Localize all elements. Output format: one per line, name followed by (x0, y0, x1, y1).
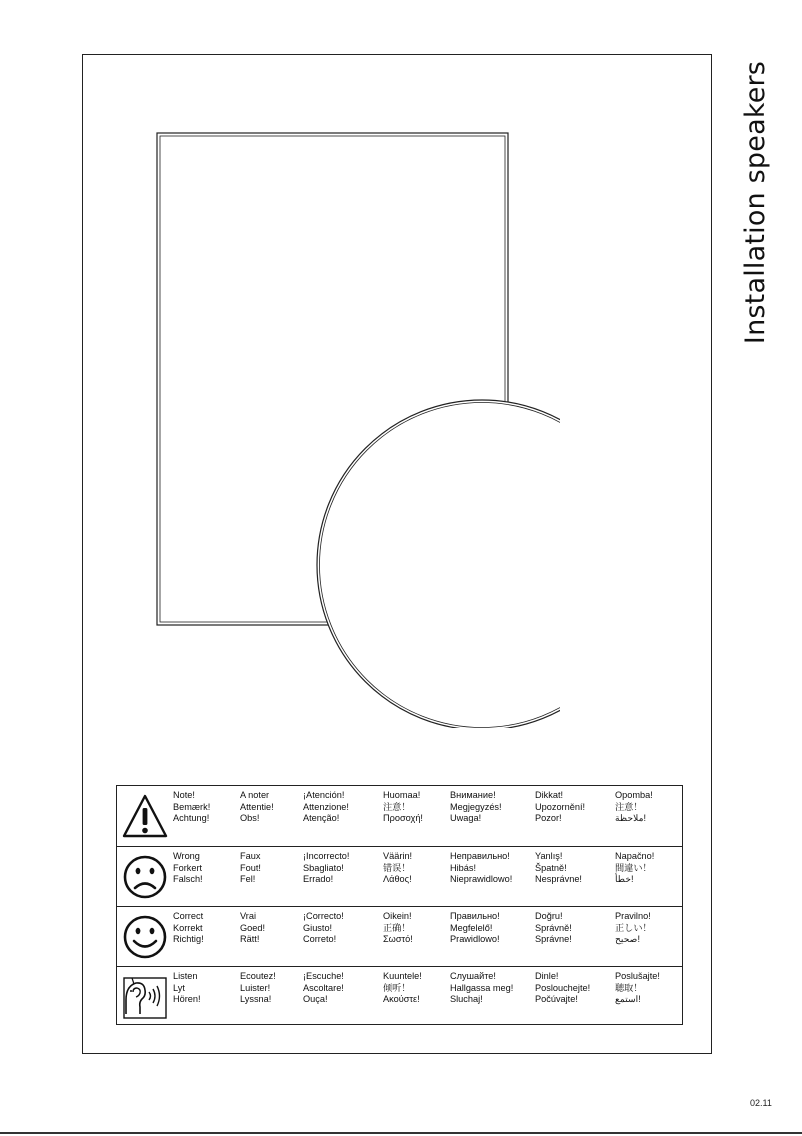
notice-row-listen (117, 966, 682, 1027)
notice-word: 错误！ (383, 862, 411, 873)
notice-word: 注意！ (383, 801, 411, 812)
notice-cell (450, 851, 512, 886)
speaker-panel-outline (157, 133, 508, 625)
notice-word: Upozornění! (535, 801, 586, 812)
notice-cell (173, 851, 203, 886)
notice-word: ¡Incorrecto! (303, 851, 350, 861)
notice-word: Napačno! (615, 851, 655, 861)
sad-face-icon (120, 852, 170, 902)
notice-word: Pozor! (535, 813, 562, 824)
notice-word: Obs! (240, 813, 260, 824)
notice-word: Korrekt (173, 922, 203, 933)
notice-word: Opomba! (615, 790, 653, 800)
page-title-container (738, 56, 774, 348)
notice-cell (383, 790, 423, 825)
bottom-rule (0, 1132, 802, 1134)
notice-cell (303, 971, 344, 1006)
notice-cell (240, 971, 276, 1006)
notice-word: Uwaga! (450, 813, 482, 824)
notice-word: Oikein! (383, 911, 412, 921)
notice-row-correct (117, 906, 682, 967)
notice-cell (303, 851, 349, 886)
notice-word: ¡Atención! (303, 790, 345, 800)
notice-word: Faux (240, 851, 261, 861)
notice-word: Správně! (535, 922, 572, 933)
notice-cell (615, 971, 660, 1006)
notice-word: Ascoltare! (303, 982, 344, 993)
notice-word: 注意！ (615, 801, 643, 812)
notice-word: Megfelelő! (450, 922, 493, 933)
notice-word: Správne! (535, 934, 572, 945)
document-code: 02.11 (750, 1098, 772, 1108)
listening-ear-icon (120, 972, 170, 1022)
notice-row-wrong (117, 846, 682, 907)
notice-cell (383, 971, 422, 1006)
notice-cell (615, 911, 652, 946)
notice-word: Yanlış! (535, 851, 563, 861)
notice-cell (535, 790, 585, 825)
notice-word: Σωστό! (383, 934, 413, 945)
notice-word: Richtig! (173, 934, 204, 945)
notice-word: استمع! (615, 994, 641, 1005)
notice-word: Sluchaj! (450, 994, 483, 1005)
notice-word: Poslušajte! (615, 971, 660, 981)
notice-word: Hibás! (450, 862, 477, 873)
notice-cell (303, 911, 344, 946)
notice-cell (535, 971, 590, 1006)
notice-word: Forkert (173, 862, 203, 873)
warning-triangle-icon (120, 791, 170, 841)
notice-word: A noter (240, 790, 270, 800)
notice-word: Dikkat! (535, 790, 564, 800)
notice-cell (450, 790, 502, 825)
notice-word: Lyt (173, 982, 185, 993)
notice-word: Rätt! (240, 934, 260, 945)
notice-cell (450, 971, 513, 1006)
notice-cell (173, 971, 201, 1006)
page-title: Installation speakers (740, 60, 772, 344)
notice-word: Wrong (173, 851, 200, 861)
notice-word: ¡Escuche! (303, 971, 344, 981)
notice-word: Kuuntele! (383, 971, 422, 981)
notice-word: ¡Correcto! (303, 911, 344, 921)
notice-cell (615, 851, 654, 886)
notice-word: Hallgassa meg! (450, 982, 514, 993)
notice-cell (303, 790, 349, 825)
notice-word: Λάθος! (383, 874, 412, 885)
round-speaker-outline (317, 400, 560, 728)
notice-word: Počúvajte! (535, 994, 578, 1005)
notice-word: Note! (173, 790, 195, 800)
notice-word: Ακούστε! (383, 994, 420, 1005)
notice-word: صحيح! (615, 934, 640, 945)
notice-word: Luister! (240, 982, 271, 993)
notice-word: Doğru! (535, 911, 563, 921)
notice-word: Poslouchejte! (535, 982, 591, 993)
notice-word: Bemærk! (173, 801, 211, 812)
notice-word: Correct (173, 911, 204, 921)
notice-word: Fout! (240, 862, 261, 873)
notice-cell (535, 911, 572, 946)
notice-cell (240, 851, 261, 886)
notice-word: Atenção! (303, 813, 340, 824)
notice-word: ملاحظة! (615, 813, 647, 824)
multilingual-notice-table (116, 785, 683, 1025)
notice-word: Ecoutez! (240, 971, 276, 981)
notice-word: Lyssna! (240, 994, 272, 1005)
notice-word: 倾听！ (383, 982, 411, 993)
notice-word: Špatně! (535, 862, 567, 873)
notice-word: Megjegyzés! (450, 801, 502, 812)
notice-word: Huomaa! (383, 790, 421, 800)
notice-word: Vrai (240, 911, 256, 921)
notice-row-note (117, 786, 682, 846)
notice-word: Giusto! (303, 922, 333, 933)
notice-word: Väärin! (383, 851, 413, 861)
notice-cell (173, 911, 204, 946)
notice-word: Falsch! (173, 874, 203, 885)
notice-word: Listen (173, 971, 198, 981)
notice-cell (240, 790, 274, 825)
notice-word: Sbagliato! (303, 862, 344, 873)
notice-word: 正确！ (383, 922, 411, 933)
notice-word: Правильно! (450, 911, 500, 921)
notice-cell (535, 851, 582, 886)
notice-word: Ouça! (303, 994, 328, 1005)
notice-word: Errado! (303, 874, 334, 885)
notice-cell (173, 790, 210, 825)
notice-word: Nieprawidlowo! (450, 874, 513, 885)
notice-word: Fel! (240, 874, 256, 885)
notice-cell (383, 911, 413, 946)
notice-word: Attenzione! (303, 801, 349, 812)
happy-face-icon (120, 912, 170, 962)
notice-word: Неправильно! (450, 851, 510, 861)
notice-word: 正しい！ (615, 922, 652, 933)
notice-word: Nesprávne! (535, 874, 582, 885)
notice-word: Correto! (303, 934, 337, 945)
notice-word: Goed! (240, 922, 266, 933)
notice-word: 間違い！ (615, 862, 652, 873)
notice-word: Слушайте! (450, 971, 496, 981)
notice-cell (240, 911, 265, 946)
notice-cell (615, 790, 653, 825)
notice-word: Hören! (173, 994, 201, 1005)
notice-word: Achtung! (173, 813, 210, 824)
notice-word: Pravilno! (615, 911, 651, 921)
notice-word: Προσοχή! (383, 813, 423, 824)
notice-cell (383, 851, 412, 886)
notice-word: 聴取！ (615, 982, 643, 993)
speaker-illustration (150, 128, 560, 728)
notice-word: Dinle! (535, 971, 559, 981)
notice-word: Prawidlowo! (450, 934, 500, 945)
notice-word: Attentie! (240, 801, 274, 812)
notice-cell (450, 911, 500, 946)
notice-word: Внимание! (450, 790, 496, 800)
notice-word: خطأ! (615, 874, 634, 885)
